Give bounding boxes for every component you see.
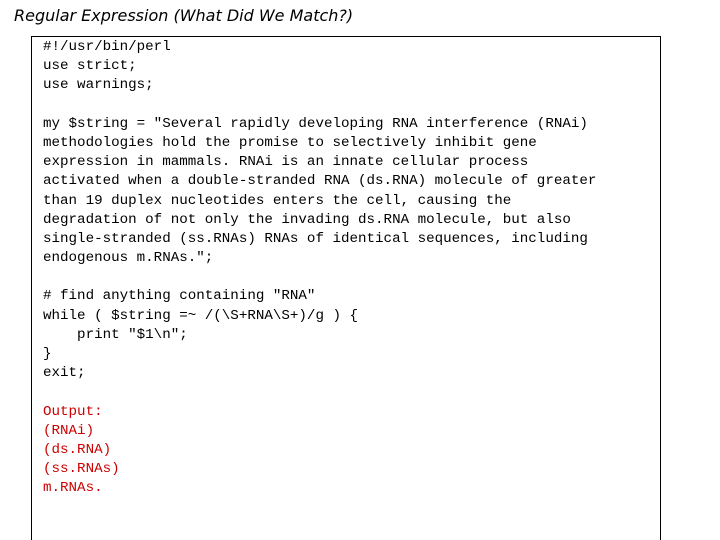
code-line: degradation of not only the invading ds.RNA molecule, but also — [43, 211, 571, 228]
output-line: (RNAi) — [43, 422, 95, 439]
code-line: single-stranded (ss.RNAs) RNAs of identical sequences, including — [43, 230, 588, 247]
code-line: activated when a double-stranded RNA (ds.RNA) molecule of greater — [43, 173, 597, 190]
code-line: } — [43, 346, 52, 362]
output-line: (ds.RNA) — [43, 441, 112, 458]
code-line — [43, 268, 660, 287]
code-line: methodologies hold the promise to selectively inhibit gene — [43, 134, 537, 151]
code-box — [31, 36, 661, 540]
code-line: endogenous m.RNAs."; — [43, 250, 214, 267]
code-line — [43, 96, 660, 115]
code-line: my $string = "Several rapidly developing RNA interference (RNAi) — [43, 115, 588, 132]
code-line: than 19 duplex nucleotides enters the cell, causing the — [43, 192, 512, 209]
code-line: while ( $string =~ /(\S+RNA\S+)/g ) { — [43, 307, 359, 324]
code-line: use warnings; — [43, 77, 154, 94]
code-line: expression in mammals. RNAi is an innate cellular process — [43, 154, 529, 171]
code-line: print "$1\n"; — [43, 326, 188, 343]
output-label: Output: — [43, 403, 103, 420]
output-line: m.RNAs. — [43, 480, 103, 497]
code-line — [43, 383, 660, 402]
code-line: use strict; — [43, 58, 137, 75]
code-line: # find anything containing "RNA" — [43, 288, 316, 305]
code-line: exit; — [43, 365, 86, 382]
output-line: (ss.RNAs) — [43, 461, 120, 478]
code-line: #!/usr/bin/perl — [43, 39, 171, 55]
slide-title: Regular Expression (What Did We Match?) — [14, 6, 354, 25]
